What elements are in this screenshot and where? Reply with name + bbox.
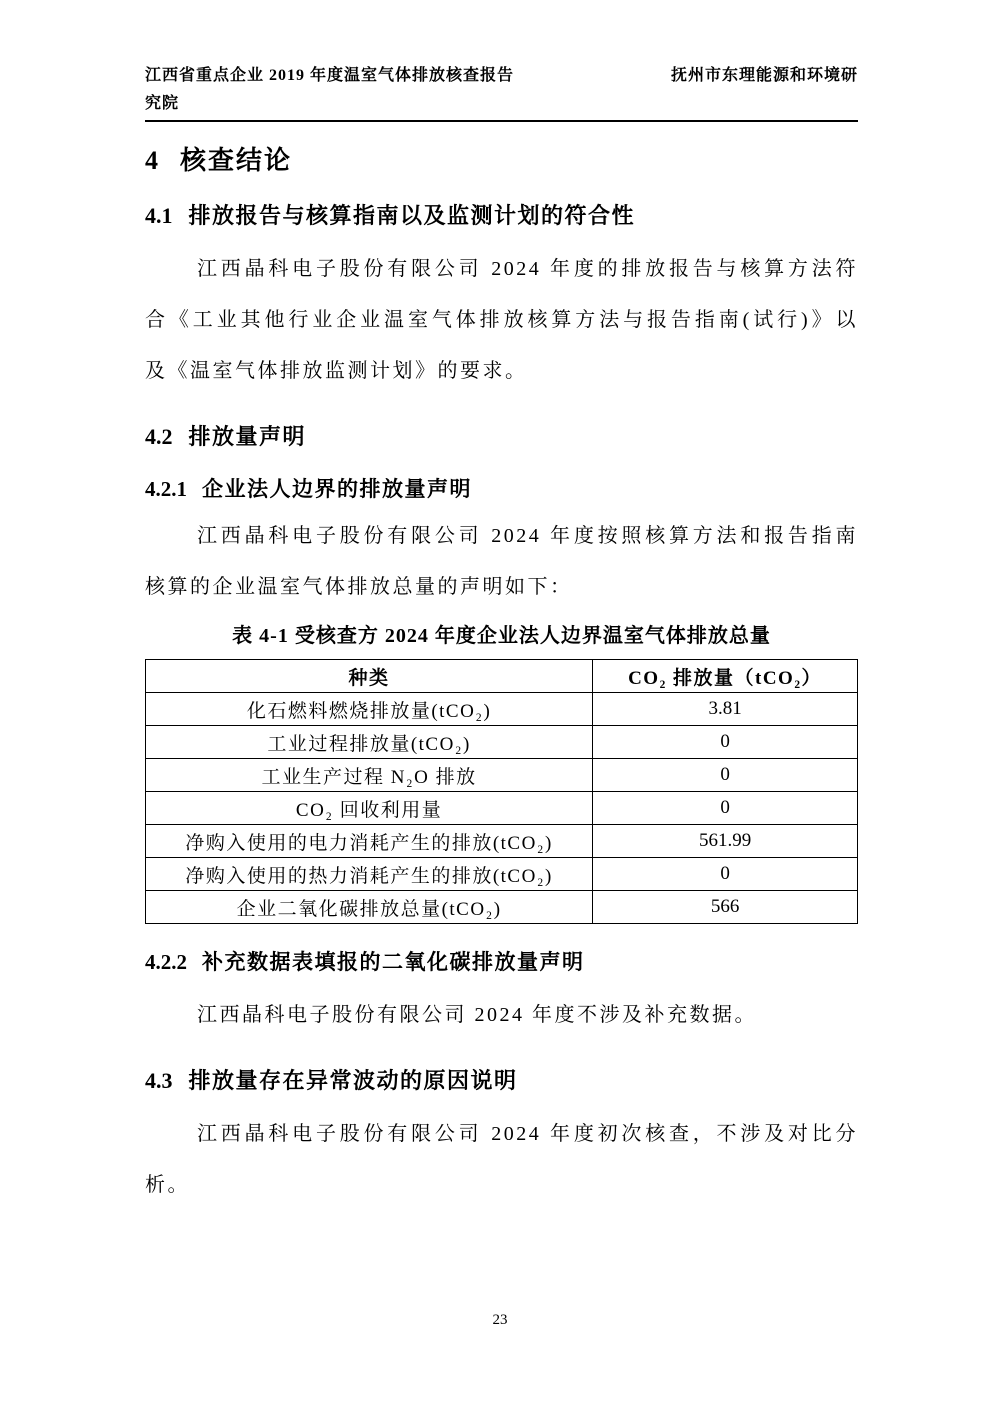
table-row (146, 726, 858, 759)
cell-category: 企业二氧化碳排放总量(tCO₂) (146, 891, 593, 924)
heading-number: 4.2 (145, 424, 173, 449)
table-caption: 表 4-1 受核查方 2024 年度企业法人边界温室气体排放总量 (232, 625, 771, 647)
text-line: 核算的企业温室气体排放总量的声明如下： (145, 576, 573, 598)
page-header (145, 0, 858, 122)
heading-title: 排放量声明 (188, 424, 307, 449)
heading-number: 4.2.2 (145, 950, 187, 974)
cell-value: 0 (593, 792, 858, 825)
text-line: 江西晶科电子股份有限公司 2024 年度按照核算方法和报告指南 (197, 525, 858, 547)
table-header-row (146, 660, 858, 693)
text-line: 江西晶科电子股份有限公司 2024 年度的排放报告与核算方法符 (197, 258, 858, 280)
text-line: 江西晶科电子股份有限公司 2024 年度不涉及补充数据。 (197, 1004, 757, 1026)
table-row (146, 693, 858, 726)
section-heading-4-2-1 (145, 475, 858, 503)
page-number: 23 (492, 1312, 508, 1328)
section-heading-4 (145, 146, 858, 176)
table-row (146, 858, 858, 891)
cell-category: 工业生产过程 N₂O 排放 (146, 759, 593, 792)
header-left-text: 江西省重点企业 2019 年度温室气体排放核查报告 (145, 67, 515, 84)
table-row (146, 792, 858, 825)
header-wrap-text: 究院 (145, 95, 180, 112)
cell-value: 0 (593, 726, 858, 759)
cell-value: 561.99 (593, 825, 858, 858)
heading-title: 核查结论 (180, 146, 293, 175)
cell-value: 0 (593, 759, 858, 792)
cell-value: 566 (593, 891, 858, 924)
paragraph-4-2-1 (145, 511, 858, 613)
text-line: 江西晶科电子股份有限公司 2024 年度初次核查，不涉及对比分 (197, 1123, 858, 1145)
paragraph-4-3 (145, 1109, 858, 1211)
heading-number: 4 (145, 146, 158, 175)
cell-category: 净购入使用的热力消耗产生的排放(tCO₂) (146, 858, 593, 891)
cell-category: CO₂ 回收利用量 (146, 792, 593, 825)
table-row (146, 759, 858, 792)
emissions-table (145, 659, 858, 924)
cell-category: 化石燃料燃烧排放量(tCO₂) (146, 693, 593, 726)
cell-category: 工业过程排放量(tCO₂) (146, 726, 593, 759)
section-heading-4-3 (145, 1067, 858, 1095)
text-line: 及《温室气体排放监测计划》的要求。 (145, 360, 528, 382)
cell-value: 3.81 (593, 693, 858, 726)
cell-category: 净购入使用的电力消耗产生的排放(tCO₂) (146, 825, 593, 858)
table-row (146, 825, 858, 858)
header-right-text: 抚州市东理能源和环境研 (670, 67, 858, 84)
column-header-category: 种类 (146, 660, 593, 693)
table-row (146, 891, 858, 924)
heading-title: 企业法人边界的排放量声明 (202, 477, 472, 501)
section-heading-4-2-2 (145, 948, 858, 976)
heading-title: 补充数据表填报的二氧化碳排放量声明 (202, 950, 585, 974)
heading-title: 排放报告与核算指南以及监测计划的符合性 (188, 203, 636, 228)
text-line: 析。 (145, 1174, 190, 1196)
paragraph-4-1 (145, 244, 858, 397)
section-heading-4-2 (145, 423, 858, 451)
paragraph-4-2-2 (145, 990, 858, 1041)
heading-number: 4.2.1 (145, 477, 187, 501)
cell-value: 0 (593, 858, 858, 891)
section-heading-4-1 (145, 202, 858, 230)
column-header-value: CO₂ 排放量（tCO₂） (593, 660, 858, 693)
text-line: 合《工业其他行业企业温室气体排放核算方法与报告指南(试行)》以 (145, 309, 858, 331)
heading-number: 4.1 (145, 203, 173, 228)
heading-title: 排放量存在异常波动的原因说明 (188, 1068, 518, 1093)
heading-number: 4.3 (145, 1068, 173, 1093)
